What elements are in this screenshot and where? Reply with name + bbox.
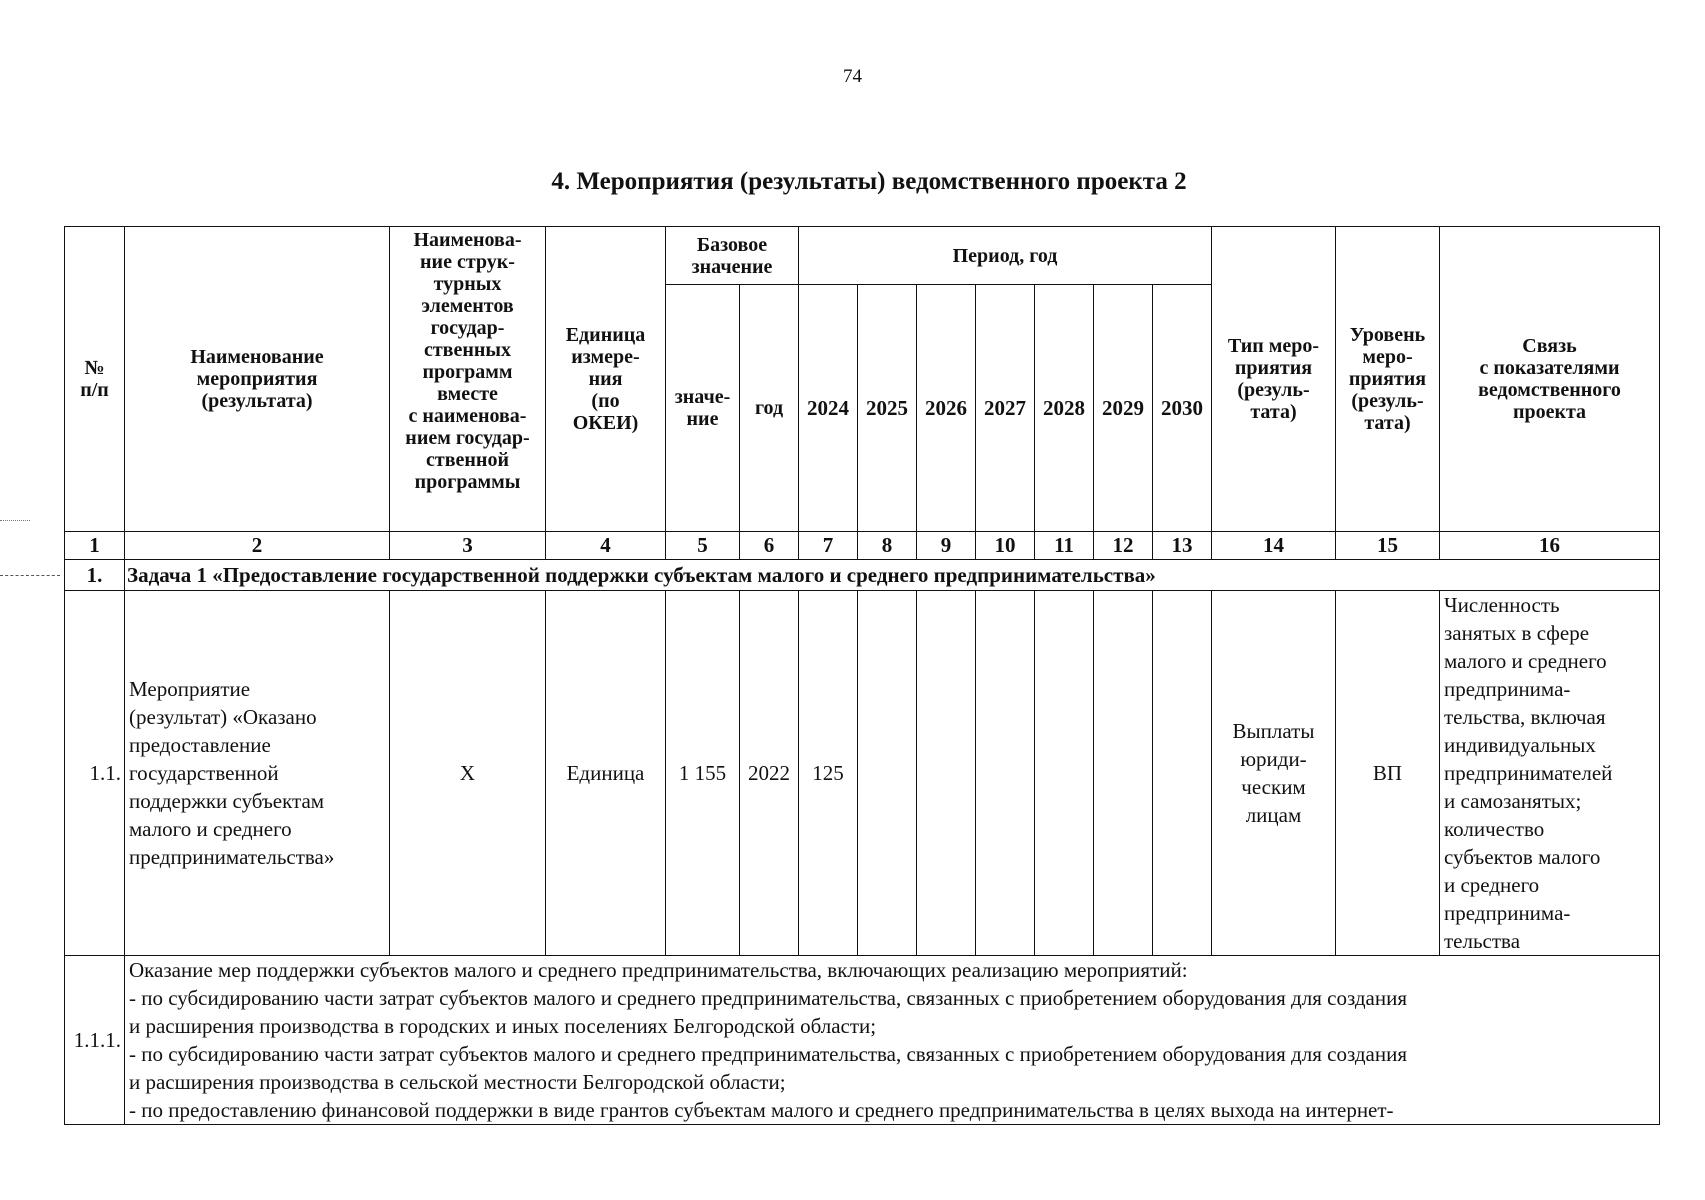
column-number: 6	[740, 532, 799, 560]
column-number: 8	[858, 532, 917, 560]
header-structural-elements: Наименова- ние струк- турных элементов государ- ственных программ вместе с наименова- нием государ- ственной программы	[390, 227, 546, 532]
task-number: 1.	[65, 560, 125, 591]
column-number: 15	[1336, 532, 1440, 560]
column-number: 12	[1094, 532, 1153, 560]
base-year: 2022	[740, 591, 799, 956]
header-link: Связь с показателями ведомственного проекта	[1440, 227, 1660, 532]
column-number: 9	[917, 532, 976, 560]
header-year-2029: 2029	[1094, 285, 1153, 532]
column-number: 5	[666, 532, 740, 560]
structural-element: X	[390, 591, 546, 956]
column-number: 13	[1153, 532, 1212, 560]
header-name: Наименование мероприятия (результата)	[125, 227, 390, 532]
value-2026	[917, 591, 976, 956]
table-row	[65, 956, 1660, 1125]
column-number: 11	[1035, 532, 1094, 560]
column-number: 2	[125, 532, 390, 560]
header-year-2024: 2024	[799, 285, 858, 532]
row-number: 1.1.	[65, 591, 125, 956]
header-year-2027: 2027	[976, 285, 1035, 532]
unit: Единица	[546, 591, 666, 956]
scan-artifact	[0, 520, 30, 521]
column-number: 16	[1440, 532, 1660, 560]
header-year-2026: 2026	[917, 285, 976, 532]
header-year-2025: 2025	[858, 285, 917, 532]
scan-artifact	[0, 575, 60, 576]
document-title: 4. Мероприятия (результаты) ведомственного проекта 2	[551, 168, 1187, 195]
value-2030	[1153, 591, 1212, 956]
value-2028	[1035, 591, 1094, 956]
column-number: 1	[65, 532, 125, 560]
page-number: 74	[843, 66, 862, 87]
task-text: Задача 1 «Предоставление государственной поддержки субъектам малого и среднего предпринимательства»	[125, 560, 1660, 591]
header-type: Тип меро- приятия (резуль- тата)	[1212, 227, 1336, 532]
value-2029	[1094, 591, 1153, 956]
column-number: 4	[546, 532, 666, 560]
column-number: 7	[799, 532, 858, 560]
column-number: 3	[390, 532, 546, 560]
header-no: № п/п	[65, 227, 125, 532]
header-period-group: Период, год	[799, 227, 1212, 285]
event-type: Выплаты юриди- ческим лицам	[1212, 591, 1336, 956]
indicator-link: Численность занятых в сфере малого и среднего предпринима- тельства, включая индивидуальных предпринимателей и самозанятых; количество субъектов малого и среднего предпринима- тельства	[1440, 591, 1660, 956]
events-table	[64, 226, 1660, 1125]
row-number: 1.1.1.	[65, 956, 125, 1125]
column-numbers-row	[65, 532, 1660, 560]
value-2025	[858, 591, 917, 956]
value-2027	[976, 591, 1035, 956]
column-number: 14	[1212, 532, 1336, 560]
header-level: Уровень меро- приятия (резуль- тата)	[1336, 227, 1440, 532]
table-row	[65, 591, 1660, 956]
event-name: Мероприятие (результат) «Оказано предоставление государственной поддержки субъектам малого и среднего предпринимательства»	[125, 591, 390, 956]
header-base-value-group: Базовое значение	[666, 227, 799, 285]
event-level: ВП	[1336, 591, 1440, 956]
header-base-year: год	[740, 285, 799, 532]
base-value: 1 155	[666, 591, 740, 956]
header-base-value: значе- ние	[666, 285, 740, 532]
header-unit: Единица измере- ния (по ОКЕИ)	[546, 227, 666, 532]
value-2024: 125	[799, 591, 858, 956]
header-year-2030: 2030	[1153, 285, 1212, 532]
column-number: 10	[976, 532, 1035, 560]
measures-description: Оказание мер поддержки субъектов малого и среднего предпринимательства, включающих реализацию мероприятий: - по субсидированию части затрат субъектов малого и среднего предпринимательства, связанных с приобретением оборудования для создания и расширения производства в городских и иных поселениях Белгородской области; - по субсидированию части затрат субъектов малого и среднего предпринимательства, связанных с приобретением оборудования для создания и расширения производства в сельской местности Белгородской области; - по предоставлению финансовой поддержки в виде грантов субъектам малого и среднего предпринимательства в целях выхода на интернет-	[125, 956, 1660, 1125]
header-year-2028: 2028	[1035, 285, 1094, 532]
task-row	[65, 560, 1660, 591]
